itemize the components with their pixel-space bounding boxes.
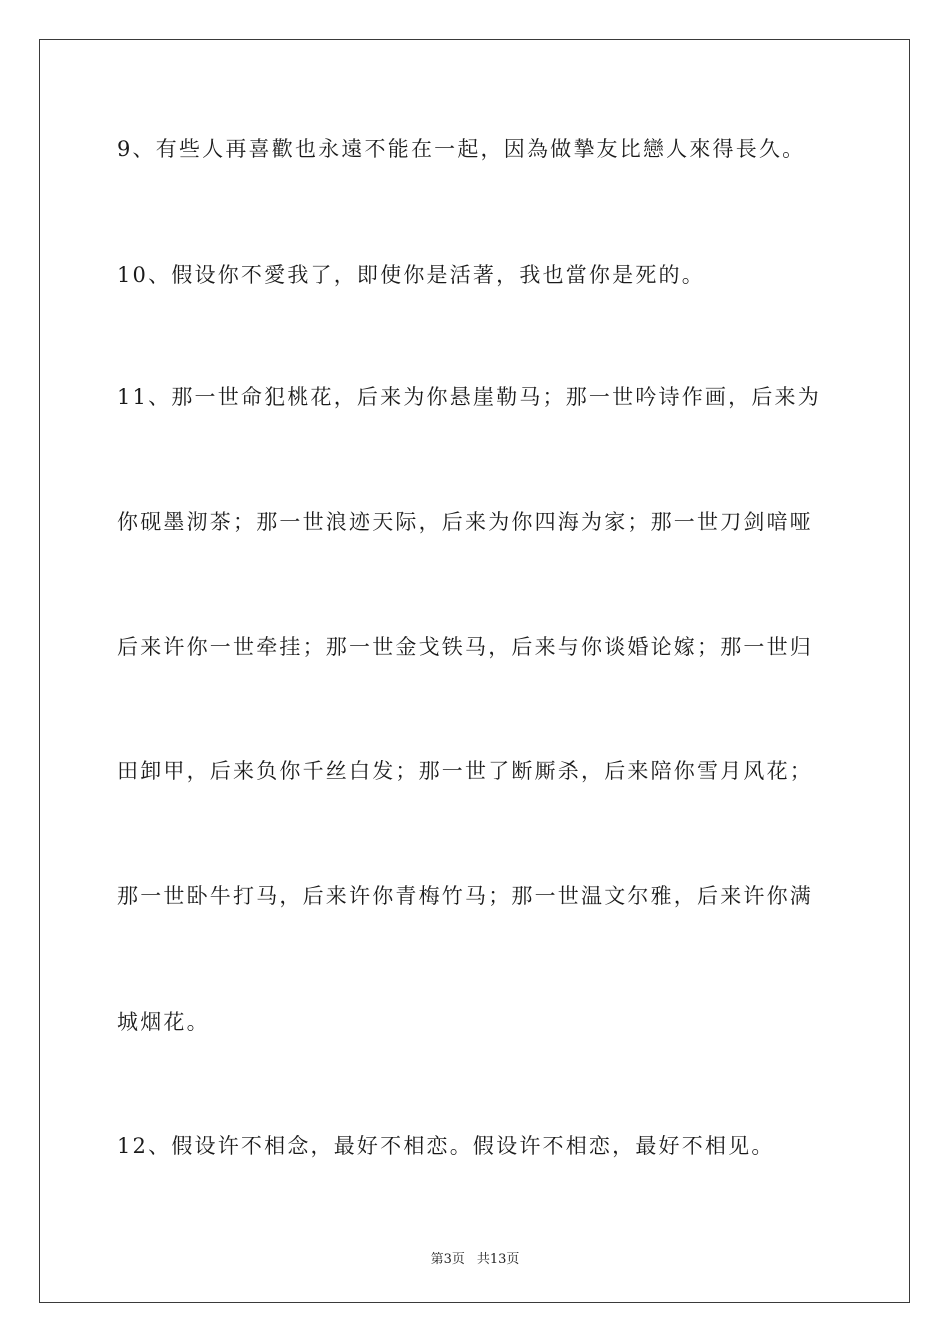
page-footer	[0, 1248, 950, 1267]
page-total: 共13页	[476, 1252, 520, 1267]
text-line-11-part6: 城烟花。	[117, 1010, 210, 1034]
text-line-11-part5: 那一世卧牛打马，后来许你青梅竹马；那一世温文尔雅，后来许你满	[117, 884, 813, 908]
text-line-11-part4: 田卸甲，后来负你千丝白发；那一世了断厮杀，后来陪你雪月风花；	[117, 759, 813, 783]
text-line-11-part2: 你砚墨沏茶；那一世浪迹天际，后来为你四海为家；那一世刀剑喑哑	[117, 510, 813, 534]
text-line-12: 12、假设许不相念，最好不相恋。假设许不相恋，最好不相见。	[117, 1134, 775, 1158]
text-line-11-part3: 后来许你一世牵挂；那一世金戈铁马，后来与你谈婚论嫁；那一世归	[117, 635, 813, 659]
text-line-9: 9、有些人再喜歡也永遠不能在一起，因為做摯友比戀人來得長久。	[117, 137, 806, 161]
page-border	[39, 39, 910, 1303]
text-line-10: 10、假设你不愛我了，即使你是活著，我也當你是死的。	[117, 263, 705, 287]
page-number: 第3页	[430, 1252, 465, 1267]
text-line-11-part1: 11、那一世命犯桃花，后来为你悬崖勒马；那一世吟诗作画，后来为	[117, 385, 821, 409]
